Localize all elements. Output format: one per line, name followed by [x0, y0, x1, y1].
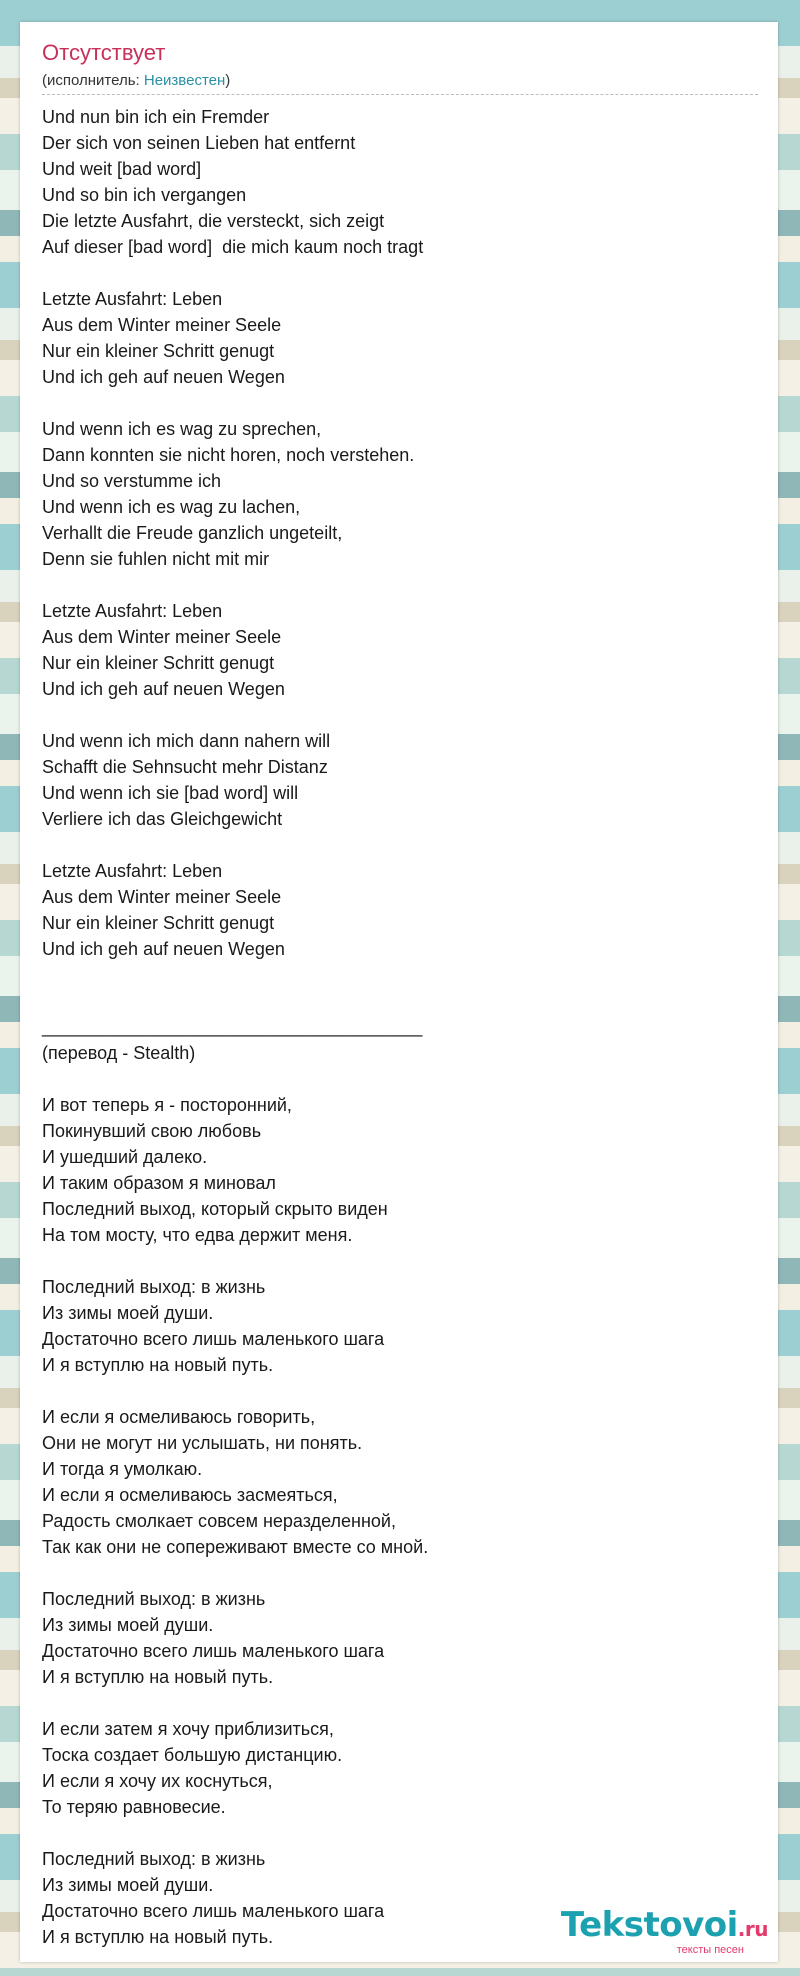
lyric-line: Und ich geh auf neuen Wegen	[42, 679, 285, 699]
lyric-line: Последний выход: в жизнь	[42, 1589, 266, 1609]
lyric-line: И я вступлю на новый путь.	[42, 1355, 274, 1375]
brand-name: Tekstovoi	[560, 1905, 738, 1945]
lyric-line: Последний выход: в жизнь	[42, 1849, 266, 1869]
stanza-gap	[42, 390, 742, 416]
stanza-gap	[42, 832, 742, 858]
artist-line	[42, 72, 230, 89]
header-divider	[42, 94, 758, 95]
lyrics-text	[42, 104, 742, 1950]
lyric-line: Nur ein kleiner Schritt genugt	[42, 913, 275, 933]
lyric-line: Und wenn ich es wag zu lachen,	[42, 497, 301, 517]
lyric-line: И если я осмеливаюсь засмеяться,	[42, 1485, 338, 1505]
lyric-line: Они не могут ни услышать, ни понять.	[42, 1433, 363, 1453]
stanza-gap	[42, 1820, 742, 1846]
brand-tld: .ru	[737, 1917, 768, 1941]
stanza-gap	[42, 1378, 742, 1404]
lyric-line: Так как они не сопереживают вместе со мной.	[42, 1537, 429, 1557]
stanza-gap	[42, 1248, 742, 1274]
lyric-line: Und wenn ich es wag zu sprechen,	[42, 419, 322, 439]
lyric-line: И если я осмеливаюсь говорить,	[42, 1407, 316, 1427]
lyric-line: Die letzte Ausfahrt, die versteckt, sich zeigt	[42, 211, 385, 231]
lyric-line: Denn sie fuhlen nicht mit mir	[42, 549, 270, 569]
lyric-line: Und wenn ich mich dann nahern will	[42, 731, 331, 751]
lyric-line: Letzte Ausfahrt: Leben	[42, 289, 223, 309]
lyric-line: Und ich geh auf neuen Wegen	[42, 367, 285, 387]
lyric-line: Und nun bin ich ein Fremder	[42, 107, 270, 127]
lyric-line: И если я хочу их коснуться,	[42, 1771, 273, 1791]
lyric-line: Verhallt die Freude ganzlich ungeteilt,	[42, 523, 343, 543]
artist-suffix: )	[225, 72, 231, 89]
lyric-line: Verliere ich das Gleichgewicht	[42, 809, 283, 829]
lyric-line: Из зимы моей души.	[42, 1615, 214, 1635]
lyric-line: Und weit [bad word]	[42, 159, 202, 179]
lyric-line: Aus dem Winter meiner Seele	[42, 887, 282, 907]
lyric-line: Und so verstumme ich	[42, 471, 222, 491]
lyric-line: Auf dieser [bad word] die mich kaum noch tragt	[42, 237, 424, 257]
lyric-line: ______________________________________	[42, 1017, 423, 1037]
lyric-line: (перевод - Stealth)	[42, 1043, 196, 1063]
lyric-line: Letzte Ausfahrt: Leben	[42, 861, 223, 881]
lyric-line: То теряю равновесие.	[42, 1797, 226, 1817]
stanza-gap	[42, 572, 742, 598]
brand-tagline: тексты песен	[676, 1944, 744, 1956]
stanza-gap	[42, 1560, 742, 1586]
lyric-line: Nur ein kleiner Schritt genugt	[42, 653, 275, 673]
lyric-line: И ушедший далеко.	[42, 1147, 208, 1167]
brand-logo	[560, 1905, 768, 1946]
lyric-line: Покинувший свою любовь	[42, 1121, 262, 1141]
lyric-line: На том мосту, что едва держит меня.	[42, 1225, 353, 1245]
site-watermark	[560, 1905, 768, 1956]
lyric-line: Тоска создает большую дистанцию.	[42, 1745, 343, 1765]
lyric-line: Достаточно всего лишь маленького шага	[42, 1901, 385, 1921]
artist-prefix: (исполнитель:	[42, 72, 144, 89]
artist-link[interactable]: Неизвестен	[143, 72, 226, 89]
stanza-gap	[42, 988, 742, 1014]
lyric-line: И вот теперь я - посторонний,	[42, 1095, 292, 1115]
lyric-line: И тогда я умолкаю.	[42, 1459, 203, 1479]
lyric-line: И таким образом я миновал	[42, 1173, 276, 1193]
lyric-line: Aus dem Winter meiner Seele	[42, 627, 282, 647]
lyric-line: Последний выход: в жизнь	[42, 1277, 266, 1297]
lyric-line: Достаточно всего лишь маленького шага	[42, 1641, 385, 1661]
stanza-gap	[42, 702, 742, 728]
lyric-line: И если затем я хочу приблизиться,	[42, 1719, 334, 1739]
lyric-line: Радость смолкает совсем неразделенной,	[42, 1511, 396, 1531]
lyric-line: Schafft die Sehnsucht mehr Distanz	[42, 757, 328, 777]
stanza-gap	[42, 260, 742, 286]
stanza-gap	[42, 1066, 742, 1092]
lyric-line: Достаточно всего лишь маленького шага	[42, 1329, 385, 1349]
lyric-line: Letzte Ausfahrt: Leben	[42, 601, 223, 621]
lyric-line: Und ich geh auf neuen Wegen	[42, 939, 285, 959]
lyric-line: И я вступлю на новый путь.	[42, 1667, 274, 1687]
lyric-line: Und so bin ich vergangen	[42, 185, 247, 205]
lyric-line: Из зимы моей души.	[42, 1303, 214, 1323]
lyric-line: Последний выход, который скрыто виден	[42, 1199, 388, 1219]
lyrics-card	[20, 22, 778, 1962]
lyric-line: Nur ein kleiner Schritt genugt	[42, 341, 275, 361]
song-title: Отсутствует	[42, 40, 166, 65]
lyric-line: Und wenn ich sie [bad word] will	[42, 783, 299, 803]
stanza-gap	[42, 962, 742, 988]
lyric-line: Aus dem Winter meiner Seele	[42, 315, 282, 335]
lyric-line: Из зимы моей души.	[42, 1875, 214, 1895]
lyric-line: Der sich von seinen Lieben hat entfernt	[42, 133, 356, 153]
lyric-line: Dann konnten sie nicht horen, noch verstehen.	[42, 445, 415, 465]
lyric-line: И я вступлю на новый путь.	[42, 1927, 274, 1947]
stanza-gap	[42, 1690, 742, 1716]
